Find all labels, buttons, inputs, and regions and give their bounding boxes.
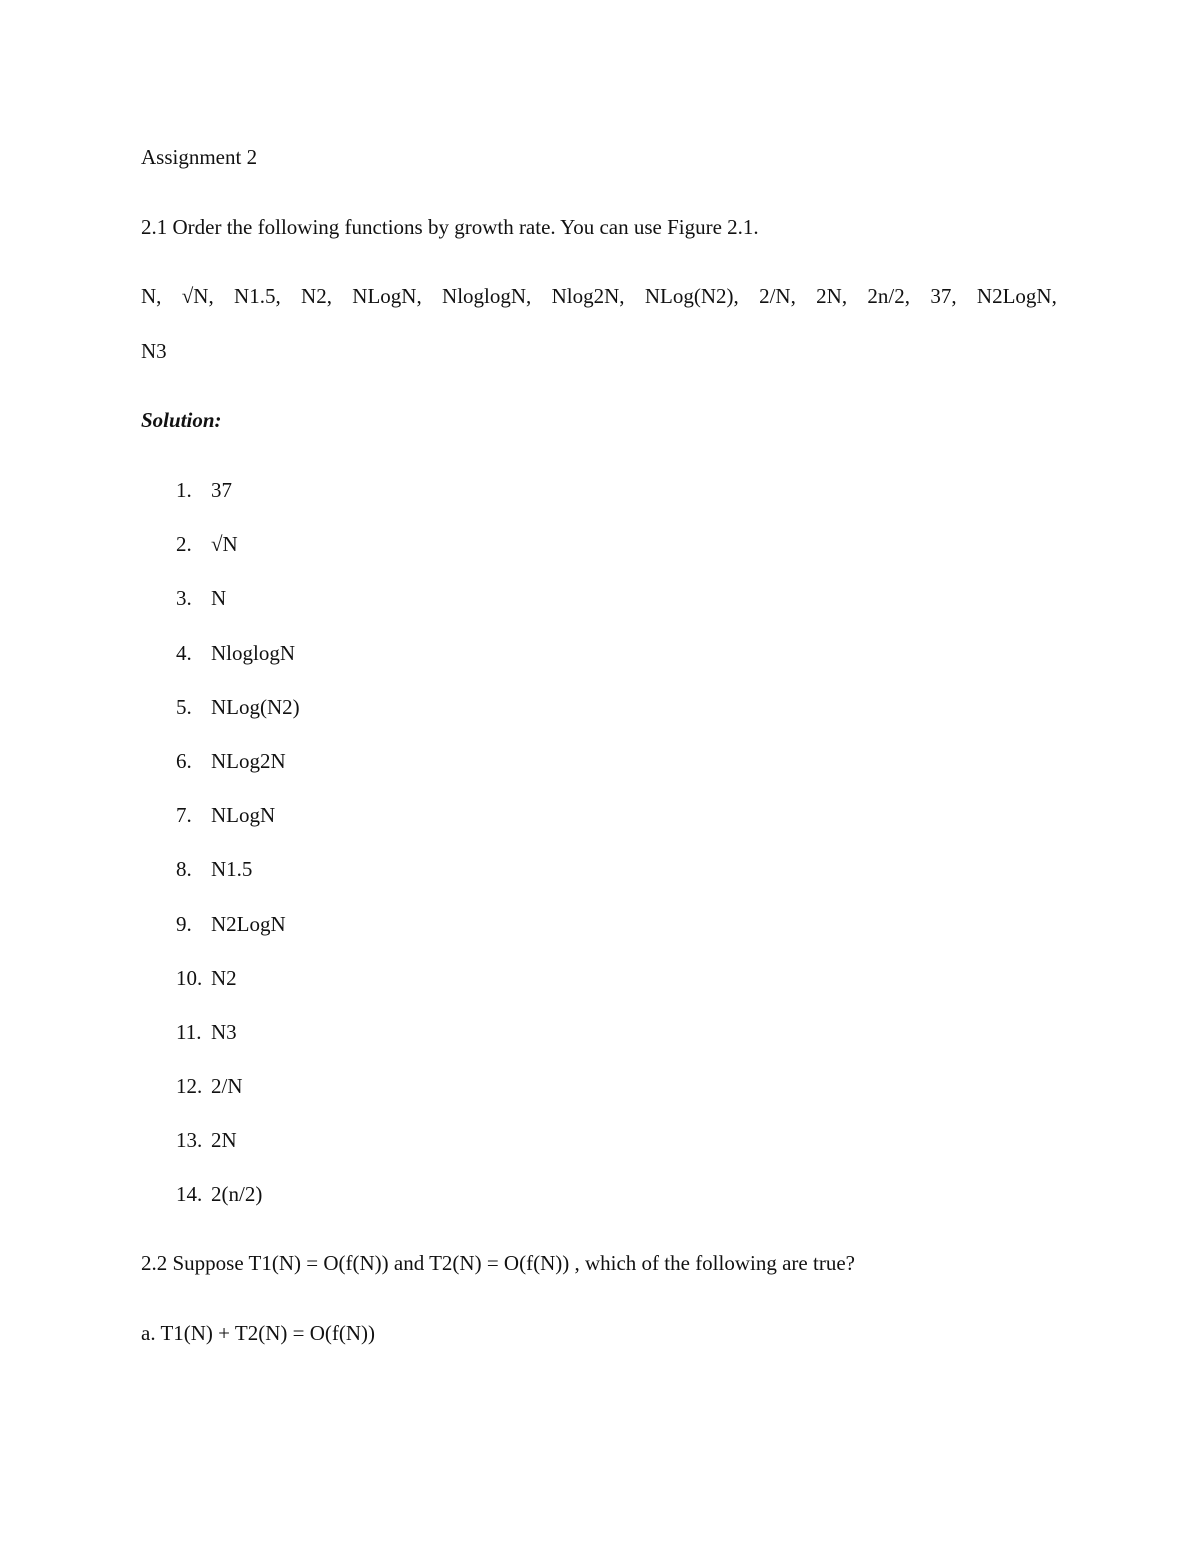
list-item <box>176 805 300 859</box>
list-text: NLogN <box>211 803 276 828</box>
list-text: N2 <box>211 965 237 990</box>
list-number: 5. <box>176 694 192 719</box>
list-number: 4. <box>176 640 192 665</box>
list-text: 2(n/2) <box>211 1182 263 1207</box>
function-list-tail: N3 <box>141 339 167 363</box>
list-item <box>176 694 300 751</box>
list-item <box>176 534 300 588</box>
list-text: NloglogN <box>211 640 295 665</box>
function-item: √N, <box>181 284 214 308</box>
list-item <box>176 965 300 1022</box>
list-item <box>176 911 300 968</box>
list-item <box>176 588 300 642</box>
question-2-1: 2.1 Order the following functions by growth rate. You can use Figure 2.1. <box>141 215 759 239</box>
list-number: 7. <box>176 803 192 828</box>
list-text: N <box>211 586 227 611</box>
page-title: Assignment 2 <box>141 145 258 169</box>
list-text: 2N <box>211 1128 237 1153</box>
list-number: 9. <box>176 911 192 936</box>
list-number: 13. <box>176 1128 203 1153</box>
list-text: NLog2N <box>211 748 286 773</box>
function-item: N, <box>141 284 162 308</box>
function-list <box>141 286 1057 307</box>
list-number: 3. <box>176 586 192 611</box>
function-item: 2n/2, <box>867 284 911 308</box>
list-number: 11. <box>176 1019 202 1044</box>
function-item: 2/N, <box>759 284 796 308</box>
list-number: 6. <box>176 748 192 773</box>
list-number: 10. <box>176 965 203 990</box>
list-item <box>176 748 300 805</box>
list-item <box>176 1184 300 1238</box>
list-item <box>176 1130 300 1184</box>
list-text: N3 <box>211 1019 237 1044</box>
list-text: NLog(N2) <box>211 694 300 719</box>
solution-list <box>176 480 300 1239</box>
list-number: 2. <box>176 532 192 557</box>
list-item <box>176 859 300 913</box>
list-number: 12. <box>176 1074 203 1099</box>
function-item: NLog(N2), <box>644 284 739 308</box>
list-item <box>176 640 300 697</box>
list-text: N1.5 <box>211 857 253 882</box>
list-item <box>176 480 300 534</box>
solution-heading: Solution: <box>141 408 222 432</box>
list-text: N2LogN <box>211 911 286 936</box>
function-item: N2LogN, <box>976 284 1057 308</box>
list-item <box>176 1019 300 1076</box>
function-item: Nlog2N, <box>551 284 625 308</box>
question-2-2: 2.2 Suppose T1(N) = O(f(N)) and T2(N) = O(f(N)) , which of the following are true? <box>141 1251 855 1275</box>
list-number: 14. <box>176 1182 203 1207</box>
list-number: 8. <box>176 857 192 882</box>
function-item: 37, <box>930 284 957 308</box>
list-number: 1. <box>176 478 192 502</box>
function-item: N2, <box>301 284 332 308</box>
question-2-2-part-a: a. T1(N) + T2(N) = O(f(N)) <box>141 1321 376 1345</box>
list-item <box>176 1076 300 1130</box>
function-item: 2N, <box>816 284 848 308</box>
list-text: √N <box>211 532 238 557</box>
function-item: NLogN, <box>352 284 422 308</box>
list-text: 37 <box>211 478 232 502</box>
function-item: N1.5, <box>234 284 281 308</box>
list-text: 2/N <box>211 1074 243 1099</box>
function-item: NloglogN, <box>442 284 532 308</box>
